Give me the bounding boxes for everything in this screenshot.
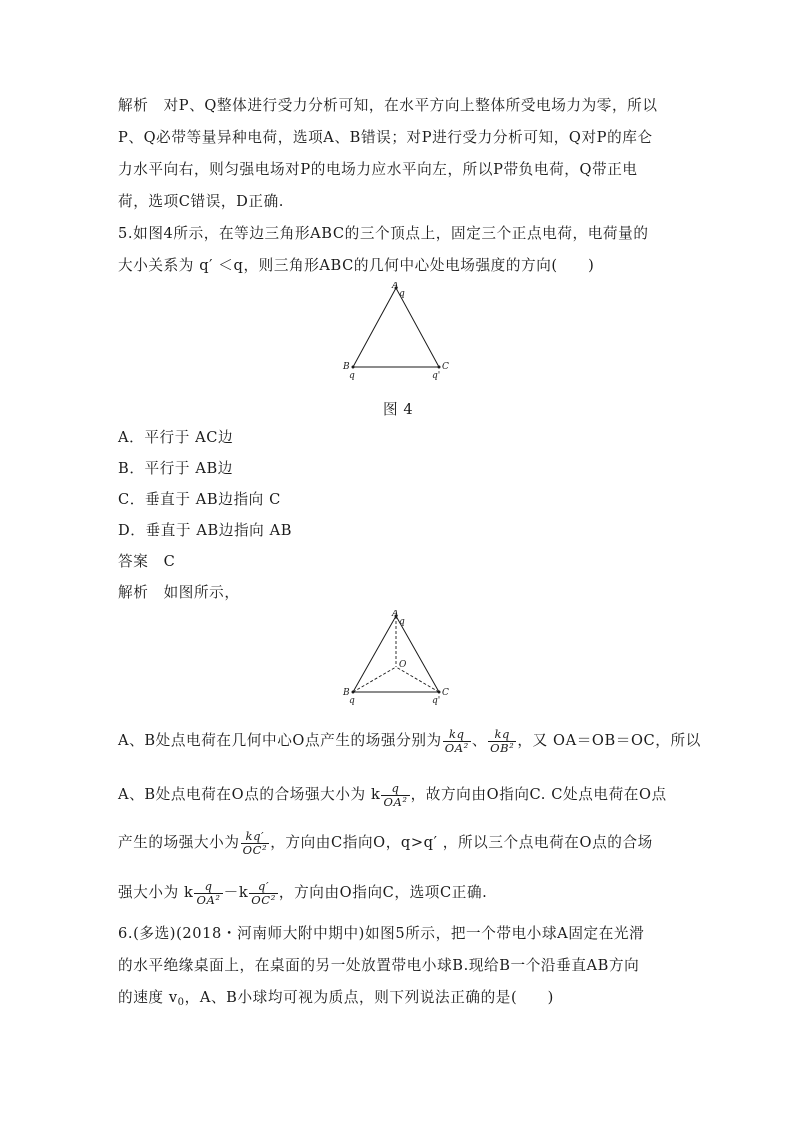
vertex-c-dot [438,366,441,369]
label-a: A [392,282,399,291]
label-qc-2: q' [432,696,441,706]
formula-line-2: A、B处点电荷在O点的合场强大小为 k $\frac{q}{\text{OA²}}$ ，故方向由O指向C. C处点电荷在O点 [118,780,667,809]
label-c-2: C [442,688,449,698]
frac-kq-oa2: $\frac{kq}{\text{OA²}}$ [444,726,469,755]
vertex-b-dot [352,366,355,369]
label-b: B [343,362,350,372]
analysis-intro: 解析 如图所示， [118,584,240,601]
q6-line-1: 6.(多选)(2018・河南师大附中期中)如图5所示，把一个带电小球A固定在光滑 [118,925,645,942]
analysis-line-1: 解析 对P、Q整体进行受力分析可知，在水平方向上整体所受电场力为零，所以 [118,97,658,114]
label-c: C [442,362,449,372]
figure-4-triangle [338,282,458,382]
option-b: B．平行于 AB边 [118,460,233,477]
analysis-line-4: 荷，选项C错误，D正确. [118,193,285,210]
frac-q-oa2: $\frac{q}{\text{OA²}}$ [383,780,408,809]
q6-line-3: 的速度 $v_0$，A、B小球均可视为质点，则下列说法正确的是( ) [118,989,554,1008]
q6-line-2: 的水平绝缘桌面上，在桌面的另一处放置带电小球B.现给B一个沿垂直AB方向 [118,957,640,974]
q5-stem-line-1: 5.如图4所示，在等边三角形ABC的三个顶点上，固定三个正点电荷，电荷量的 [118,225,649,242]
figure-4-caption: 图 4 [383,401,414,418]
option-a: A．平行于 AC边 [118,429,234,446]
figure-analysis-triangle [338,610,458,710]
label-qa: q [399,289,405,299]
label-qa-2: q [399,617,405,627]
option-d: D．垂直于 AB边指向 AB [118,522,293,539]
frac-kq-ob2: $\frac{kq}{\text{OB²}}$ [490,726,515,755]
formula-line-4: 强大小为 k $\frac{q}{\text{OA²}}$ －k $\frac{q'}{\text{OC²}}$ ，方向由O指向C，选项C正确. [118,878,488,907]
triangle-abc [353,288,439,367]
analysis-line-2: P、Q必带等量异种电荷，选项A、B错误；对P进行受力分析可知，Q对P的库仑 [118,129,653,146]
label-qc: q' [432,371,441,381]
label-o: O [399,660,407,670]
q5-stem-line-2: 大小关系为 q′ ＜q，则三角形ABC的几何中心处电场强度的方向( ) [118,257,595,274]
frac-q-oa2-b: $\frac{q}{\text{OA²}}$ [196,878,221,907]
frac-kq-prime-oc2: $\frac{kq'}{\text{OC²}}$ [242,828,268,857]
answer-line: 答案 C [118,553,176,570]
option-c: C．垂直于 AB边指向 C [118,491,281,508]
frac-q-prime-oc2: $\frac{q'}{\text{OC²}}$ [251,878,276,907]
label-b-2: B [343,688,350,698]
dashed-bo [353,667,396,692]
dashed-co [396,667,439,692]
label-qb-2: q [349,696,355,706]
formula-line-1: A、B处点电荷在几何中心O点产生的场强分别为 $\frac{kq}{\text{OA²}}$ 、 $\frac{kq}{\text{OB²}}$ ，又 OA＝OB＝OC，所以 [118,726,701,755]
label-qb: q [349,371,355,381]
label-a-2: A [392,610,399,619]
analysis-line-3: 力水平向右，则匀强电场对P的电场力应水平向左，所以P带负电荷，Q带正电 [118,161,638,178]
formula-line-3: 产生的场强大小为 $\frac{kq'}{\text{OC²}}$ ，方向由C指向O，q>q′ ，所以三个点电荷在O点的合场 [118,828,653,857]
